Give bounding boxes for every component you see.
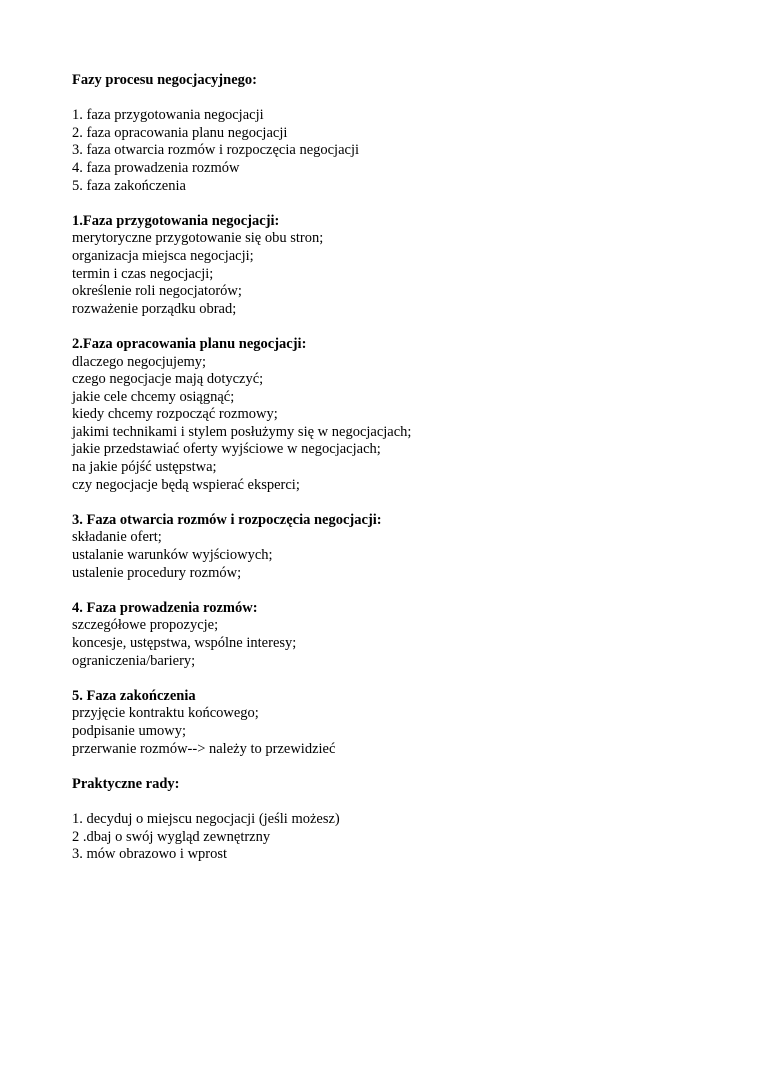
list-item: dlaczego negocjujemy; (72, 353, 207, 370)
list-item: koncesje, ustępstwa, wspólne interesy; (72, 635, 297, 651)
list-item: kiedy chcemy rozpocząć rozmowy; (72, 406, 278, 423)
document-page (72, 72, 712, 864)
section-heading: Praktyczne rady: (72, 775, 180, 792)
section-heading: 5. Faza zakończenia (72, 687, 196, 704)
spacer (72, 670, 712, 688)
list-item: ograniczenia/bariery; (72, 652, 196, 669)
spacer (72, 582, 712, 600)
section-tips (72, 776, 712, 864)
list-item: 5. faza zakończenia (72, 177, 186, 194)
list-item: podpisanie umowy; (72, 722, 186, 739)
list-item: przerwanie rozmów--> należy to przewidzieć (72, 740, 336, 757)
section-heading: 2.Faza opracowania planu negocjacji: (72, 335, 307, 352)
list-item: 2 .dbaj o swój wygląd zewnętrzny (72, 828, 271, 845)
list-item: 4. faza prowadzenia rozmów (72, 159, 240, 176)
list-item: 3. faza otwarcia rozmów i rozpoczęcia negocjacji (72, 142, 360, 159)
spacer (72, 318, 712, 336)
document-title: Fazy procesu negocjacyjnego: (72, 72, 257, 88)
section-heading: 3. Faza otwarcia rozmów i rozpoczęcia negocjacji: (72, 511, 382, 528)
phases-list (72, 107, 712, 195)
list-item: 2. faza opracowania planu negocjacji (72, 124, 288, 141)
list-item: 3. mów obrazowo i wprost (72, 846, 228, 863)
spacer (72, 494, 712, 512)
section-phase-1 (72, 213, 712, 319)
section-phase-5 (72, 688, 712, 758)
spacer (72, 195, 712, 213)
list-item: szczegółowe propozycje; (72, 617, 219, 634)
list-item: czy negocjacje będą wspierać eksperci; (72, 476, 300, 493)
list-item: jakimi technikami i stylem posłużymy się w negocjacjach; (72, 423, 412, 440)
list-item: ustalenie procedury rozmów; (72, 564, 242, 581)
list-item: merytoryczne przygotowanie się obu stron; (72, 230, 324, 247)
list-item: 1. faza przygotowania negocjacji (72, 107, 264, 124)
section-phase-4 (72, 600, 712, 670)
list-item: organizacja miejsca negocjacji; (72, 247, 254, 264)
list-item: określenie roli negocjatorów; (72, 283, 242, 300)
spacer (72, 793, 712, 811)
list-item: jakie cele chcemy osiągnąć; (72, 388, 235, 405)
list-item: na jakie pójść ustępstwa; (72, 459, 217, 476)
spacer (72, 90, 712, 108)
spacer (72, 758, 712, 776)
list-item: termin i czas negocjacji; (72, 265, 214, 282)
list-item: przyjęcie kontraktu końcowego; (72, 705, 259, 722)
list-item: jakie przedstawiać oferty wyjściowe w negocjacjach; (72, 441, 381, 458)
section-heading: 1.Faza przygotowania negocjacji: (72, 212, 280, 229)
section-phase-3 (72, 512, 712, 582)
list-item: składanie ofert; (72, 529, 162, 546)
list-item: czego negocjacje mają dotyczyć; (72, 371, 264, 388)
list-item: ustalanie warunków wyjściowych; (72, 547, 273, 564)
section-phase-2 (72, 336, 712, 494)
section-heading: 4. Faza prowadzenia rozmów: (72, 599, 258, 616)
list-item: 1. decyduj o miejscu negocjacji (jeśli możesz) (72, 810, 340, 827)
list-item: rozważenie porządku obrad; (72, 300, 237, 317)
